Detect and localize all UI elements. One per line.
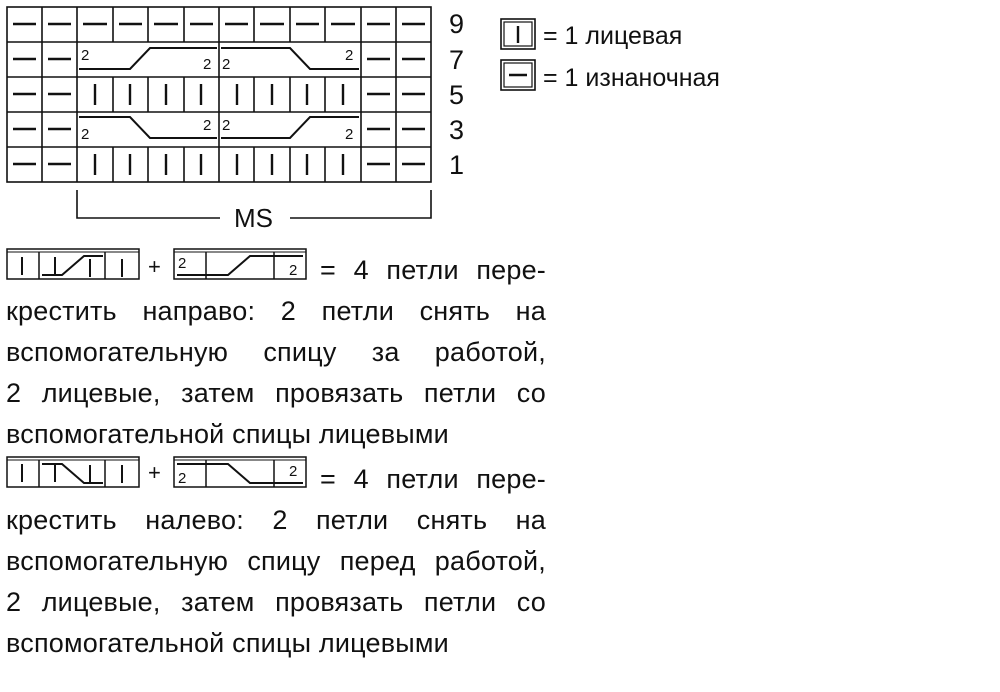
plus-sign: + (148, 254, 161, 279)
count-label: 2 (345, 47, 354, 64)
cable-left-description (6, 459, 546, 664)
text-line: = 4 петли пере- (320, 464, 546, 494)
count-label: 2 (81, 126, 90, 143)
count-label: 2 (203, 56, 212, 73)
count-label: 2 (203, 117, 212, 134)
text-line: вспомогательную спицу перед работой, (6, 546, 546, 576)
legend-purl-label: = 1 изнаночная (543, 64, 720, 92)
row-number: 1 (449, 150, 465, 180)
count-label: 2 (222, 117, 231, 134)
text-line: = 4 петли пере- (320, 255, 546, 285)
plus-sign: + (148, 460, 161, 485)
count-label: 2 (289, 262, 298, 279)
count-label: 2 (178, 255, 187, 272)
text-line: крестить налево: 2 петли снять на (6, 505, 546, 535)
knitting-chart (0, 0, 440, 230)
text-line: вспомогательной спицы лицевыми (6, 419, 449, 449)
text-line: вспомогательной спицы лицевыми (6, 628, 449, 658)
row-number: 3 (449, 115, 465, 145)
repeat-label: MS (230, 203, 277, 234)
count-label: 2 (289, 463, 298, 480)
text-line: крестить направо: 2 петли снять на (6, 296, 546, 326)
legend-knit-label: = 1 лицевая (543, 22, 683, 50)
knit-symbol-icon (500, 18, 536, 50)
purl-symbol-icon (500, 59, 536, 91)
row-number: 7 (449, 45, 465, 75)
count-label: 2 (345, 126, 354, 143)
text-line: 2 лицевые, затем провязать петли со (6, 587, 546, 617)
count-label: 2 (178, 470, 187, 487)
count-label: 2 (81, 47, 90, 64)
row-number: 9 (449, 9, 465, 39)
cable-right-description (6, 250, 546, 455)
count-label: 2 (222, 56, 231, 73)
text-line: 2 лицевые, затем провязать петли со (6, 378, 546, 408)
text-line: вспомогательную спицу за работой, (6, 337, 546, 367)
row-number: 5 (449, 80, 465, 110)
